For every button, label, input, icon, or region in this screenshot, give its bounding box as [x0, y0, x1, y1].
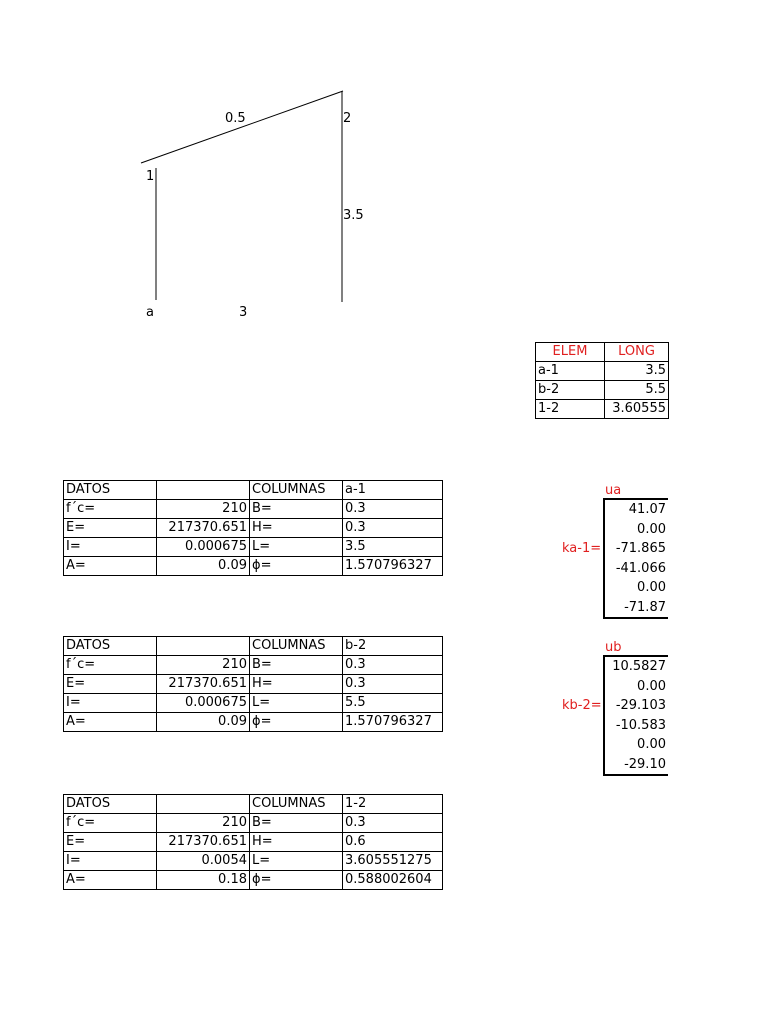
cell: 0.3 — [343, 500, 443, 519]
header-long: LONG — [605, 343, 669, 362]
cell: B= — [250, 500, 343, 519]
table-row — [64, 814, 443, 833]
cell: DATOS — [64, 637, 157, 656]
cell: b-2 — [343, 637, 443, 656]
table-row — [64, 519, 443, 538]
cell: I= — [64, 852, 157, 871]
cell: H= — [250, 833, 343, 852]
table-row — [64, 713, 443, 732]
cell: DATOS — [64, 481, 157, 500]
cell: ϕ= — [250, 871, 343, 890]
cell: A= — [64, 557, 157, 576]
cell: 1.570796327 — [343, 557, 443, 576]
vector-value: -41.066 — [615, 560, 666, 576]
vector-value: 0.00 — [637, 521, 666, 537]
cell: 1-2 — [343, 795, 443, 814]
cell: 0.3 — [343, 656, 443, 675]
cell: 1.570796327 — [343, 713, 443, 732]
table-header-row — [536, 343, 669, 362]
cell: 0.3 — [343, 814, 443, 833]
cell: 217370.651 — [157, 519, 250, 538]
data-table-b-2 — [63, 636, 443, 732]
data-table-a-1 — [63, 480, 443, 576]
table-row — [64, 637, 443, 656]
data-table-1-2 — [63, 794, 443, 890]
cell: 0.588002604 — [343, 871, 443, 890]
cell — [157, 481, 250, 500]
table-row — [536, 400, 669, 419]
span-length-label: 3 — [239, 305, 248, 320]
vector-ka-1 — [603, 498, 668, 619]
vector-value: 0.00 — [637, 678, 666, 694]
table-row — [64, 833, 443, 852]
table-row — [64, 481, 443, 500]
table-row — [536, 362, 669, 381]
cell: 3.605551275 — [343, 852, 443, 871]
node-a-label: a — [146, 305, 154, 320]
elem-cell: b-2 — [536, 381, 605, 400]
vector-value: -29.103 — [615, 698, 666, 713]
cell — [157, 637, 250, 656]
cell: I= — [64, 694, 157, 713]
elem-cell: a-1 — [536, 362, 605, 381]
cell: f´c= — [64, 656, 157, 675]
vector-value: 0.00 — [637, 580, 666, 595]
vector-value: 0.00 — [637, 737, 666, 752]
table-row — [64, 538, 443, 557]
cell: ϕ= — [250, 713, 343, 732]
table-row — [64, 557, 443, 576]
cell: 3.5 — [343, 538, 443, 557]
cell: COLUMNAS — [250, 481, 343, 500]
cell: A= — [64, 713, 157, 732]
long-cell: 5.5 — [605, 381, 669, 400]
node-2-label: 2 — [343, 111, 352, 126]
cell: DATOS — [64, 795, 157, 814]
cell: 0.000675 — [157, 538, 250, 557]
cell: B= — [250, 814, 343, 833]
cell: 0.0054 — [157, 852, 250, 871]
vector-ka-1-label: ka-1= — [562, 541, 602, 556]
cell: 217370.651 — [157, 833, 250, 852]
cell: 0.3 — [343, 519, 443, 538]
long-cell: 3.5 — [605, 362, 669, 381]
table-row — [64, 500, 443, 519]
beam-length-label: 0.5 — [225, 111, 246, 126]
cell: 0.18 — [157, 871, 250, 890]
cell: a-1 — [343, 481, 443, 500]
cell: L= — [250, 694, 343, 713]
table-row — [64, 656, 443, 675]
element-length-table — [535, 342, 669, 419]
vector-value: 41.07 — [628, 502, 666, 517]
cell: 210 — [157, 656, 250, 675]
cell: 0.09 — [157, 557, 250, 576]
cell: 0.000675 — [157, 694, 250, 713]
vector-value: -71.865 — [615, 541, 666, 556]
cell: H= — [250, 675, 343, 694]
cell: H= — [250, 519, 343, 538]
vector-value: 10.5827 — [612, 659, 666, 674]
cell: A= — [64, 871, 157, 890]
vector-kb-2-label: kb-2= — [562, 698, 602, 713]
column-length-label: 3.5 — [343, 208, 364, 223]
cell: 0.6 — [343, 833, 443, 852]
cell: 210 — [157, 814, 250, 833]
vector-value: -71.87 — [624, 599, 666, 615]
node-1-label: 1 — [146, 169, 155, 184]
frame-diagram — [0, 0, 768, 340]
long-cell: 3.60555 — [605, 400, 669, 419]
beam-1-2 — [141, 91, 343, 163]
cell: E= — [64, 833, 157, 852]
cell: 0.09 — [157, 713, 250, 732]
vector-ua-header: ua — [605, 483, 622, 498]
cell — [157, 795, 250, 814]
cell: E= — [64, 519, 157, 538]
cell: 5.5 — [343, 694, 443, 713]
cell: L= — [250, 852, 343, 871]
table-row — [64, 795, 443, 814]
cell: 0.3 — [343, 675, 443, 694]
cell: ϕ= — [250, 557, 343, 576]
vector-kb-2 — [603, 655, 668, 776]
cell: B= — [250, 656, 343, 675]
cell: f´c= — [64, 814, 157, 833]
cell: L= — [250, 538, 343, 557]
vector-ub-header: ub — [605, 640, 622, 655]
cell: COLUMNAS — [250, 795, 343, 814]
header-elem: ELEM — [536, 343, 605, 362]
elem-cell: 1-2 — [536, 400, 605, 419]
vector-value: -10.583 — [615, 717, 666, 733]
cell: 217370.651 — [157, 675, 250, 694]
table-row — [64, 871, 443, 890]
cell: f´c= — [64, 500, 157, 519]
cell: E= — [64, 675, 157, 694]
table-row — [536, 381, 669, 400]
cell: 210 — [157, 500, 250, 519]
cell: I= — [64, 538, 157, 557]
vector-value: -29.10 — [624, 756, 666, 772]
table-row — [64, 852, 443, 871]
table-row — [64, 694, 443, 713]
table-row — [64, 675, 443, 694]
cell: COLUMNAS — [250, 637, 343, 656]
